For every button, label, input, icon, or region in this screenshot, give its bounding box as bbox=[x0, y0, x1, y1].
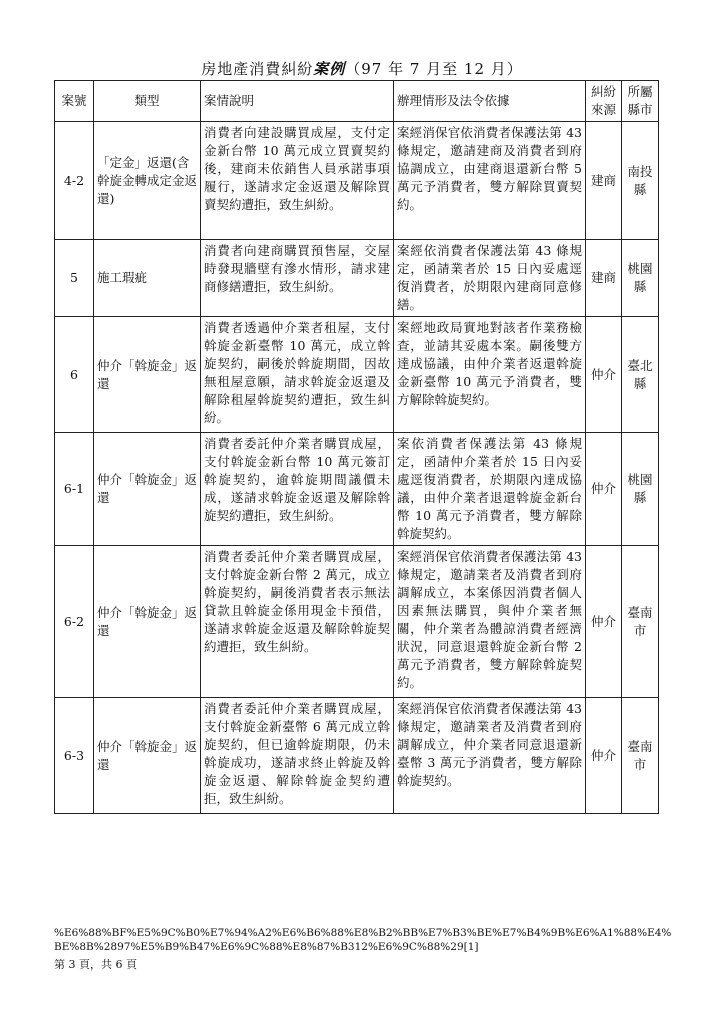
header-city: 所屬縣市 bbox=[622, 81, 659, 122]
case-city: 臺南市 bbox=[622, 546, 659, 698]
case-description: 消費者向建商購買預售屋，交屋時發現牆壁有滲水情形，請求建商修繕遭拒，致生糾紛。 bbox=[201, 240, 394, 317]
case-handling: 案經消保官依消費者保護法第 43 條規定，邀請建商及消費者到府協調成立，由建商退還新台幣 5 萬元予消費者，雙方解除買賣契約。 bbox=[394, 122, 586, 240]
case-source: 仲介 bbox=[586, 698, 622, 814]
case-city: 臺北縣 bbox=[622, 317, 659, 433]
case-source: 建商 bbox=[586, 122, 622, 240]
case-description: 消費者向建設購買成屋，支付定金新台幣 10 萬元成立買賣契約後，建商未依銷售人員承諾事項履行，遂請求定金返還及解除買賣契約遭拒，致生糾紛。 bbox=[201, 122, 394, 240]
case-handling: 案依消費者保護法第 43 條規定，函請仲介業者於 15 日內妥處逕復消費者，於期限內達成協議，由仲介業者退還斡旋金新台幣 10 萬元予消費者，雙方解除斡旋契約。 bbox=[394, 433, 586, 546]
title-suffix: （97 年 7 月至 12 月） bbox=[345, 60, 523, 78]
title-prefix: 房地產消費糾紛 bbox=[201, 60, 314, 78]
case-type: 仲介「斡旋金」返還 bbox=[94, 546, 201, 698]
case-type: 仲介「斡旋金」返還 bbox=[94, 433, 201, 546]
table-row bbox=[55, 546, 659, 698]
header-type: 類型 bbox=[94, 81, 201, 122]
table-row bbox=[55, 317, 659, 433]
case-source: 建商 bbox=[586, 240, 622, 317]
header-description: 案情說明 bbox=[201, 81, 394, 122]
case-city: 桃園縣 bbox=[622, 433, 659, 546]
case-handling: 案經消保官依消費者保護法第 43 條規定，邀請業者及消費者到府調解成立，本案係因消費者個人因素無法購買，與仲介業者無關，仲介業者為體諒消費者經濟狀況，同意退還斡旋金新台幣 2 萬元予消費者，雙方解除斡旋契約。 bbox=[394, 546, 586, 698]
case-number: 6-3 bbox=[55, 698, 94, 814]
case-description: 消費者透過仲介業者租屋，支付斡旋金新臺幣 10 萬元，成立斡旋契約，嗣後於斡旋期間，因故無租屋意願，請求斡旋金返還及解除租屋斡旋契約遭拒，致生糾紛。 bbox=[201, 317, 394, 433]
document-title bbox=[0, 58, 724, 79]
header-source: 糾紛來源 bbox=[586, 81, 622, 122]
case-city: 南投縣 bbox=[622, 122, 659, 240]
header-row bbox=[55, 81, 659, 122]
case-city: 臺南市 bbox=[622, 698, 659, 814]
case-source: 仲介 bbox=[586, 317, 622, 433]
case-number: 4-2 bbox=[55, 122, 94, 240]
case-number: 6-2 bbox=[55, 546, 94, 698]
table-row bbox=[55, 433, 659, 546]
case-number: 6 bbox=[55, 317, 94, 433]
case-type: 「定金」返還(含幹旋金轉成定金返還) bbox=[94, 122, 201, 240]
case-description: 消費者委託仲介業者購買成屋，支付斡旋金新台幣 10 萬元簽訂斡旋契約，逾斡旋期間議價未成，遂請求斡旋金返還及解除斡旋契約遭拒，致生糾紛。 bbox=[201, 433, 394, 546]
page-number: 第 3 頁，共 6 頁 bbox=[54, 958, 137, 971]
case-type: 仲介「斡旋金」返還 bbox=[94, 698, 201, 814]
header-handling: 辦理情形及法令依據 bbox=[394, 81, 586, 122]
footer-url-code: %E6%88%BF%E5%9C%B0%E7%94%A2%E6%B6%88%E8%B2%BB%E7%B3%BE%E7%B4%9B%E6%A1%88%E4%BE%8B%2897%E5%B9%B47%E6%9C%88%E8%87%B312%E6%9C%88%29[1] bbox=[54, 927, 672, 953]
case-source: 仲介 bbox=[586, 433, 622, 546]
case-handling: 案經地政局實地對該者作業務檢查，並請其妥處本案。嗣後雙方達成協議，由仲介業者返還斡旋金新臺幣 10 萬元予消費者，雙方解除斡旋契約。 bbox=[394, 317, 586, 433]
case-type: 施工瑕疵 bbox=[94, 240, 201, 317]
case-source: 仲介 bbox=[586, 546, 622, 698]
case-number: 5 bbox=[55, 240, 94, 317]
table-row bbox=[55, 240, 659, 317]
table-row bbox=[55, 122, 659, 240]
header-case-no: 案號 bbox=[55, 81, 94, 122]
case-handling: 案經依消費者保護法第 43 條規定，函請業者於 15 日內妥處逕復消費者，於期限內建商同意修繕。 bbox=[394, 240, 586, 317]
case-number: 6-1 bbox=[55, 433, 94, 546]
case-handling: 案經消保官依消費者保護法第 43 條規定，邀請業者及消費者到府調解成立，仲介業者同意退還新臺幣 3 萬元予消費者，雙方解除斡旋契約。 bbox=[394, 698, 586, 814]
table-row bbox=[55, 698, 659, 814]
case-description: 消費者委託仲介業者購買成屋，支付斡旋金新台幣 2 萬元，成立斡旋契約，嗣後消費者表示無法貸款且斡旋金係用現金卡預借，遂請求斡旋金返還及解除斡旋契約遭拒，致生糾紛。 bbox=[201, 546, 394, 698]
case-type: 仲介「斡旋金」返還 bbox=[94, 317, 201, 433]
case-city: 桃園縣 bbox=[622, 240, 659, 317]
cases-table bbox=[54, 80, 659, 814]
title-emphasis: 案例 bbox=[313, 60, 346, 78]
case-description: 消費者委託仲介業者購買成屋，支付斡旋金新臺幣 6 萬元成立斡旋契約，但已逾斡旋期限，仍未斡旋成功，遂請求終止斡旋及斡旋金返還、解除斡旋金契約遭拒，致生糾紛。 bbox=[201, 698, 394, 814]
